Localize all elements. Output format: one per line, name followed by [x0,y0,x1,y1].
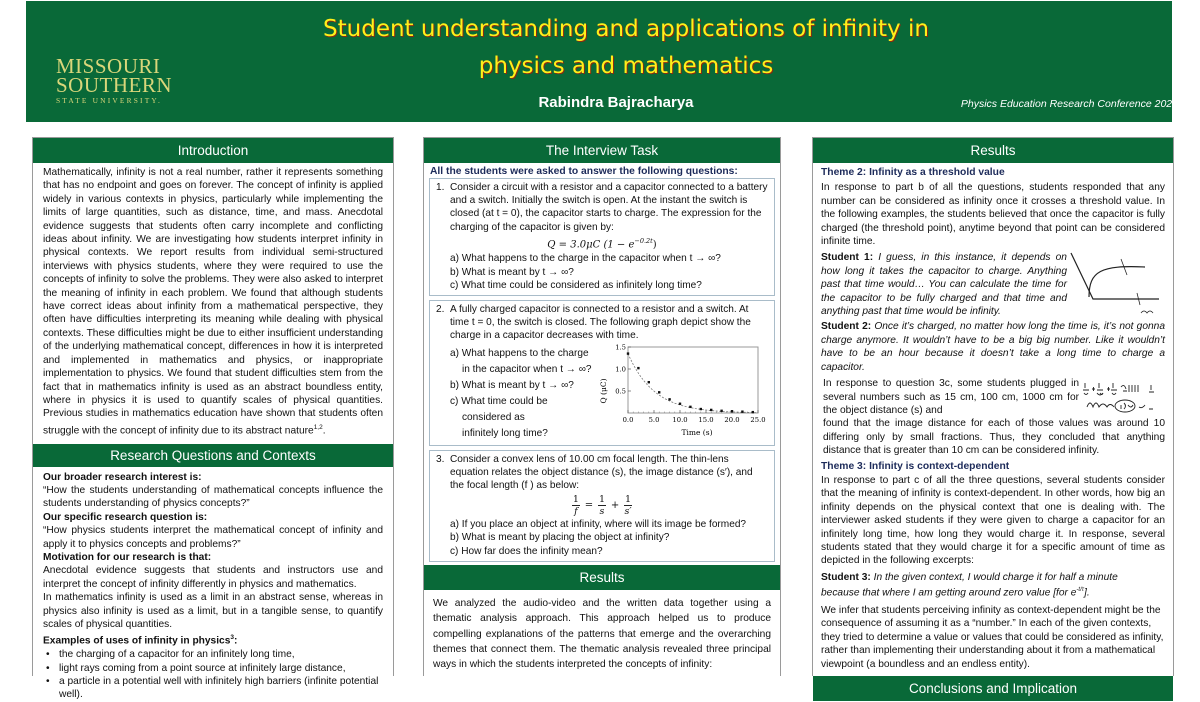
question-2-number: 2. [436,303,445,315]
plus-sign: + [610,500,620,512]
thin-lens-equation [436,494,768,517]
fraction-1-over-s-prime [624,494,632,517]
fraction-1-over-f [572,494,580,517]
data-point [700,407,702,409]
title-line-2: physics and mathematics [478,53,774,79]
examples-label [43,631,383,648]
student-3-text: In the given context, I would charge it for half a minute because that where I am getting around zero value [for e [821,571,1118,599]
introduction-end: . [322,425,326,437]
examples-colon: : [234,635,238,647]
student-2-text: Once it’s charged, no matter how long the time is, it’s not gonna charge anymore. It wouldn’t have to be a big big number. Like it wouldn’t have to be an hour because it doesn’t take a long time to charge a capacitor. [821,321,1165,373]
charging-equation [436,235,768,252]
theme-3-text: In response to part c of all the three questions, several students consider that the meaning of infinity is context-dependent. In other words, how big an infinity depends on the physical context that one is dealing with. The interviewer asked students if they were given to charge a capacitor for an infinitely long time, how long they would charge it. In response, several students stated that they would charge it for a specific amount of time as depicted in the following excerpts: [821,474,1165,567]
y-tick-label: 1.5 [615,343,626,352]
question-2-text: A fully charged capacitor is connected to a resistor and a switch. At time t = 0, the switch is closed. The following graph depict show the charge in a capacitor decreases with time. [450,303,751,342]
question-3a: a) If you place an object at infinity, where will its image be formed? [450,519,747,531]
example-item: • a particle in a potential well with infinitely high barriers (infinite potential well). [59,675,383,702]
data-point [731,410,733,412]
denominator-f: f [574,506,578,518]
y-tick-label: 1.0 [615,365,626,374]
student-2-label: Student 2: [821,321,872,333]
x-tick-label: 0.0 [622,415,634,424]
equation-end: ) [652,239,657,251]
introduction-body [33,163,393,442]
interview-heading: The Interview Task [424,138,780,163]
q3c-row [821,377,1165,417]
question-2a: a) What happens to the charge in the capacitor when t → ∞? [450,347,592,375]
theme-2-text: In response to part b of all the questions, students responded that any number can be considered as infinity once it crosses a threshold value. In the following examples, the students believed that once the capacitor is fully charged (the threshold point), anytime beyond that point can be considered infinite time. [821,182,1165,248]
y-tick-label: 0.5 [615,387,626,396]
equals-sign: = [584,500,594,512]
data-point [741,410,743,412]
x-tick-label: 10.0 [672,415,688,424]
motivation-text-2: In mathematics infinity is used as a limit in an abstract sense, whereas in physics also infinity is used as a limit, but in a tangible sense, to quantify scales of physical quantities. [43,592,383,630]
data-point [679,402,681,404]
column-right [812,137,1174,697]
column-left [32,137,394,701]
results-middle-text: We analyzed the audio-video and the written data together using a thematic analysis approach. This approach helped us to produce compelling explanations of the patterns that emerge and the overarching themes that connect them. The thematic analysis revealed three principal ways in which the students interpreted the concepts of infinity: [433,597,771,671]
q3c-text-1: In response to question 3c, some students plugged in several numbers such as 15 cm, 100 cm, 1000 cm for the object distance (s) and [823,378,1079,416]
data-point [689,405,691,407]
interview-intro: All the students were asked to answer the following questions: [430,166,738,177]
conference-name: Physics Education Research Conference 2021 [960,98,1178,110]
poster-title [206,11,1046,85]
numerator: 1 [572,494,579,506]
student-3-quote [821,571,1165,600]
broader-label: Our broader research interest is: [43,471,202,483]
question-1a: a) What happens to the charge in the capacitor when t → ∞? [450,253,721,265]
logo-line-1: MISSOURI [56,54,161,78]
question-3c: c) How far does the infinity mean? [450,545,603,557]
question-1-number: 1. [436,182,445,193]
example-item: • the charging of a capacitor for an infinitely long time, [59,648,383,661]
x-tick-label: 20.0 [724,415,740,424]
numerator: 1 [598,494,606,506]
equation-exponent: −0.2t [634,236,653,245]
q3c-text-2: found that the image distance for each of those values was around 10 differing only by small fractions. Thus, they concluded that anything distance that is greater than 10 cm can be considered infinity. [823,418,1165,457]
introduction-text: Mathematically, infinity is not a real number, rather it represents something that has no endpoint and goes on forever. The concept of infinity is applied widely in various contexts in physics, particularly while implementing the limits of large quantities, such as distance, time, and mass. Anecdotal evidence suggests that students often carry incomplete and conflicting ideas about infinity. We are investigating how students interpret infinity in physical contexts. We report results from individual semi-structured interviews with physics students, where they were required to use the concepts of infinity to solve the problems. They were also asked to interpret the meaning of infinity in each problem. We found that although students have correct ideas about infinity from a mathematical perspective, they often have difficulties interpreting its meaning while dealing with physical contexts. These difficulties might be due to either insufficient understanding of the underlying mathematical concept, differences in how it is interpreted and implemented in mathematics and physics, or inappropriate implementation to physics. We found that student difficulties stem from the fact that in mathematics infinity is used as an abstract boundless entity, where in physics it is used to quantify scales of physical quantities. Previous studies in mathematics education have shown that students often struggle with the concept of infinity due to its abstract nature [43,167,383,437]
data-point [627,352,629,354]
examples-label-text: Examples of uses of infinity in physics [43,635,231,647]
student-3-label: Student 3: [821,571,871,583]
author-name: Rabindra Bajracharya [538,94,694,111]
university-logo [56,56,172,104]
research-body [33,467,393,702]
examples-citation: 3 [230,634,235,642]
numerator: 1 [625,494,632,506]
data-point [637,366,639,368]
introduction-heading: Introduction [33,138,393,163]
student-1-row [821,251,1165,318]
question-1 [429,178,775,296]
denominator-s: s [599,506,605,518]
question-3 [429,450,775,562]
denominator-s-prime: s′ [624,506,632,518]
x-tick-label: 15.0 [698,415,714,424]
results-heading-middle: Results [424,565,780,590]
data-point [658,391,660,393]
poster-banner [26,1,1178,122]
student-1-text: I guess, in this instance, it depends on how long it takes the capacitor to charge. Anything past that time would… You can calculate the time for the capacitor to be fully charged and that time and anything past that time would be infinity. [821,252,1067,318]
specific-text: “How physics students interpret the mathematical concept of infinity and apply it to physics concepts and problems?” [43,525,383,550]
introduction-citation: 1,2 [313,423,323,431]
data-point [648,381,650,383]
data-point [720,409,722,411]
theme-3-title: Theme 3: Infinity is context-dependent [821,460,1010,472]
student-3-exponent: -t/τ [1076,587,1084,594]
broader-text: “How the students understanding of mathematical concepts influence the students understanding of physics concepts?” [43,484,383,510]
question-2 [429,300,775,446]
question-1-text: Consider a circuit with a resistor and a capacitor connected to a battery and a switch. Initially the switch is open. At the instant the switch is closed (at t = 0), the capacitor starts to charge. The expression for the charging of the capacitor is given by: [450,182,768,233]
example-item: • light rays coming from a point source at infinitely large distance, [59,662,383,675]
y-axis-label: Q (μC) [599,378,608,404]
data-point [752,410,754,412]
motivation-text-1: Anecdotal evidence suggests that students and instructors use and interpret the concept of infinity differently in physics and mathematics. [43,565,383,590]
data-point [668,398,670,400]
motivation-label: Motivation for our research is that: [43,551,212,563]
question-2c: c) What time could be considered as infinitely long time? [450,395,548,439]
title-line-1: Student understanding and applications of infinity in [323,16,929,42]
question-2b: b) What is meant by t → ∞? [450,379,574,391]
student-3-end: ]. [1084,587,1090,599]
data-point [710,408,712,410]
column-middle [423,137,781,676]
capacitor-curve-sketch [1067,251,1163,317]
logo-line-2: SOUTHERN [56,73,173,97]
charge-decay-chart [598,343,768,437]
student-2-quote [821,320,1165,374]
question-3b: b) What is meant by placing the object at infinity? [450,532,670,544]
conclusions-heading: Conclusions and Implication [813,676,1173,701]
x-axis-label: Time (s) [681,427,713,437]
x-tick-label: 5.0 [648,415,660,424]
handwritten-lens-calculation [1079,377,1165,417]
question-1c: c) What time could be considered as infinitely long time? [450,279,702,291]
results-heading-right: Results [813,138,1173,163]
theme-2-title: Theme 2: Infinity as a threshold value [821,167,1005,178]
question-3-text: Consider a convex lens of 10.00 cm focal length. The thin-lens equation relates the object distance (s), the image distance (s′), and the focal length (f ) as below: [450,453,753,491]
x-tick-label: 25.0 [750,415,766,424]
student-1-label: Student 1: [821,252,874,264]
results-right-body [813,163,1173,671]
fraction-1-over-s [598,494,606,517]
question-1b: b) What is meant by t → ∞? [450,266,574,278]
plot-frame [628,347,758,413]
student-1-quote [821,251,1067,318]
equation-main: Q = 3.0μC (1 − e [547,239,635,251]
question-3-number: 3. [436,453,445,465]
research-heading: Research Questions and Contexts [33,444,393,467]
specific-label: Our specific research question is: [43,511,208,523]
inference-text: We infer that students perceiving infinity as context-dependent might be the consequence of assuming it as a “number.” In each of the given contexts, they tried to determine a value or values that could be considered as infinity, rather than implementing their understanding about it from a mathematical viewpoint (a boundless and an endless entity). [821,604,1164,670]
examples-list [43,648,383,702]
logo-line-3: STATE UNIVERSITY. [56,96,163,105]
